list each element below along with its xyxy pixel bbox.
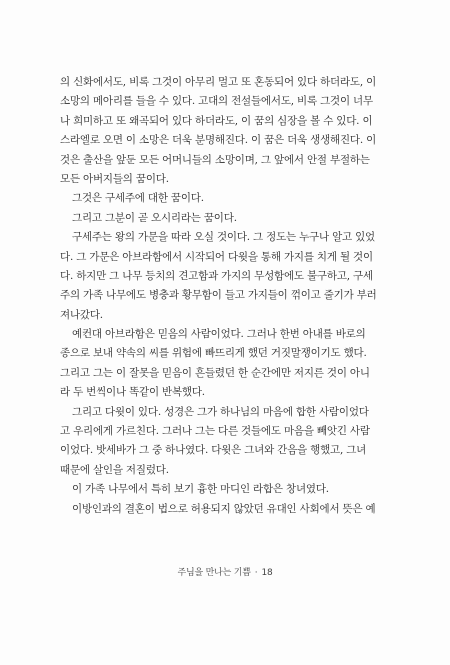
running-title: 주님을 만나는 기쁨 — [177, 568, 251, 578]
text-line: 이 가족 나무에서 특히 보기 흉한 마디인 라합은 창녀였다. — [72, 483, 329, 496]
text-line: 다. 하지만 그 나무 등치의 견고함과 가지의 무성함에도 불구하고, 구세 — [60, 269, 373, 282]
text-line: 이었다. 밧세바가 그 중 하나였다. 다윗은 그녀와 간음을 행했고, 그녀 — [60, 444, 367, 457]
footer-separator: · — [254, 568, 258, 578]
text-line: 의 신화에서도, 비록 그것이 아무리 멀고 또 혼동되어 있다 하더라도, 이 — [60, 76, 377, 88]
page-footer — [0, 565, 450, 578]
text-line: 예컨대 아브라함은 믿음의 사람이었다. 그러나 한번 아내를 바로의 — [72, 328, 366, 341]
page-number: 18 — [261, 568, 273, 578]
text-line: 그리고 다윗이 있다. 성경은 그가 하나님의 마음에 합한 사람이었다 — [72, 405, 369, 418]
text-line: 소망의 메아리를 들을 수 있다. 고대의 전설들에서도, 비록 그것이 너무 — [60, 95, 373, 108]
body-text — [60, 73, 390, 519]
text-line: 져나갔다. — [60, 308, 103, 321]
text-line: 다. 그 가문은 아브라함에서 시작되어 다윗을 통해 가지를 치게 될 것이 — [60, 250, 373, 263]
text-line: 나 희미하고 또 왜곡되어 있다 하더라도, 이 꿈의 심장을 볼 수 있다. 이 — [60, 114, 373, 127]
text-line: 종으로 보내 약속의 씨를 위험에 빠뜨리게 했던 거짓말쟁이기도 했다. — [60, 347, 367, 360]
text-line: 고 우리에게 가르친다. 그러나 그는 다른 것들에도 마음을 빼앗긴 사람 — [60, 425, 370, 438]
text-line: 그리고 그분이 곧 오시리라는 꿈이다. — [72, 211, 237, 224]
text-line: 모든 아버지들의 꿈이다. — [60, 172, 169, 185]
text-line: 주의 가족 나무에도 병충과 황무함이 들고 가지들이 꺾이고 줄기가 부러 — [60, 289, 377, 302]
text-line: 그것은 구세주에 대한 꿈이다. — [72, 192, 204, 205]
text-line: 이방인과의 결혼이 법으로 허용되지 않았던 유대인 사회에서 뜻은 예 — [72, 502, 376, 515]
text-line: 것은 출산을 앞둔 모든 어머니들의 소망이며, 그 앞에서 안절 부절하는 — [60, 153, 370, 166]
text-line: 라 두 번씩이나 똑같이 반복했다. — [60, 386, 205, 399]
text-line: 구세주는 왕의 가문을 따라 오실 것이다. 그 정도는 누구나 알고 있었 — [72, 231, 375, 244]
text-line: 그리고 그는 이 잘못을 믿음이 흔들렸던 한 순간에만 저지른 것이 아니 — [60, 366, 370, 379]
text-line: 때문에 살인을 저질렀다. — [60, 463, 169, 476]
text-line: 스라엘로 오면 이 소망은 더욱 분명해진다. 이 꿈은 더욱 생생해진다. 이 — [60, 134, 377, 147]
